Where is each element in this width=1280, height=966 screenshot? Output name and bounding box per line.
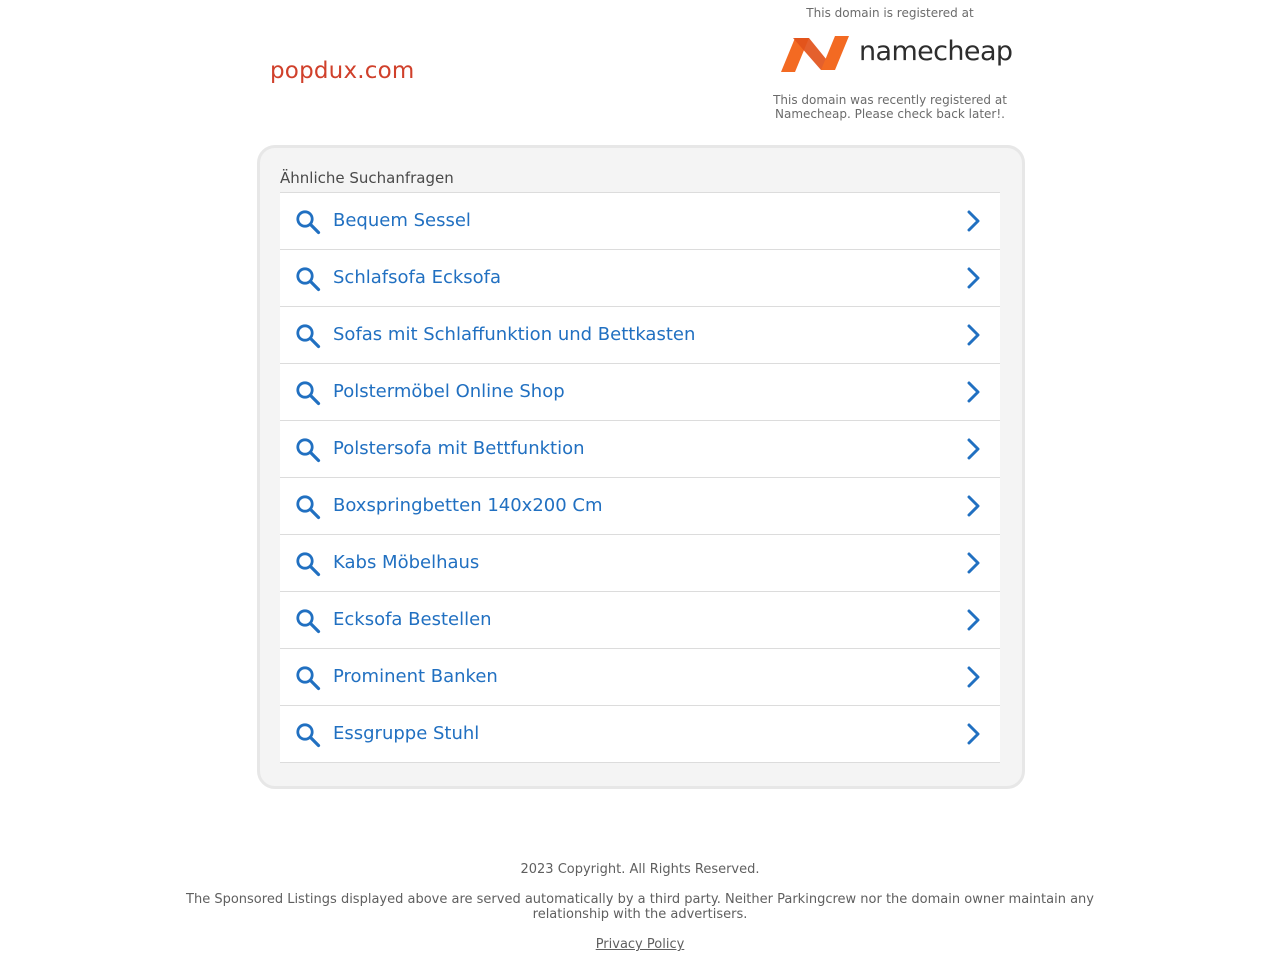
registered-at-text: This domain is registered at [806,6,974,20]
related-search-label[interactable]: Ecksofa Bestellen [333,609,492,630]
search-icon [295,209,321,235]
sponsored-disclaimer: The Sponsored Listings displayed above are served automatically by a third party. Neither Parkingcrew nor the domain owner maintain any relationship with the advertisers. [186,892,1094,922]
related-search-label[interactable]: Kabs Möbelhaus [333,552,480,573]
chevron-right-icon [966,267,980,289]
search-icon [295,551,321,577]
related-search-label[interactable]: Boxspringbetten 140x200 Cm [333,495,603,516]
registration-message-line-2: Namecheap. Please check back later!. [775,107,1005,121]
chevron-right-icon [966,438,980,460]
related-search-label[interactable]: Essgruppe Stuhl [333,723,480,744]
related-searches-list [280,192,1000,763]
chevron-right-icon [966,381,980,403]
chevron-right-icon [966,552,980,574]
related-search-item[interactable] [280,535,1000,592]
related-search-label[interactable]: Prominent Banken [333,666,498,687]
privacy-policy-link[interactable]: Privacy Policy [595,937,685,952]
chevron-right-icon [966,495,980,517]
related-search-item[interactable] [280,364,1000,421]
search-icon [295,437,321,463]
related-search-item[interactable] [280,706,1000,763]
search-icon [295,494,321,520]
related-search-label[interactable]: Polstersofa mit Bettfunktion [333,438,585,459]
search-icon [295,266,321,292]
search-icon [295,323,321,349]
chevron-right-icon [966,324,980,346]
search-icon [295,665,321,691]
domain-name: popdux.com [270,58,415,84]
related-search-label[interactable]: Polstermöbel Online Shop [333,381,565,402]
search-icon [295,722,321,748]
chevron-right-icon [966,666,980,688]
related-search-item[interactable] [280,478,1000,535]
related-search-label[interactable]: Sofas mit Schlaffunktion und Bettkasten [333,324,696,345]
namecheap-wordmark: namecheap [859,36,1013,67]
search-icon [295,608,321,634]
copyright-text: 2023 Copyright. All Rights Reserved. [520,862,760,877]
namecheap-logo-icon [779,34,851,74]
related-searches-title: Ähnliche Suchanfragen [280,169,454,187]
related-search-item[interactable] [280,592,1000,649]
related-search-label[interactable]: Schlafsofa Ecksofa [333,267,502,288]
related-search-item[interactable] [280,649,1000,706]
registrar-info [760,0,1020,124]
related-search-item[interactable] [280,307,1000,364]
namecheap-logo[interactable] [779,32,1013,76]
registration-message-line-1: This domain was recently registered at [773,93,1007,107]
related-search-item[interactable] [280,421,1000,478]
related-search-item[interactable] [280,193,1000,250]
chevron-right-icon [966,723,980,745]
related-searches-panel [257,145,1025,789]
related-search-item[interactable] [280,250,1000,307]
registration-message [760,93,1020,121]
related-search-label[interactable]: Bequem Sessel [333,210,471,231]
chevron-right-icon [966,210,980,232]
search-icon [295,380,321,406]
chevron-right-icon [966,609,980,631]
